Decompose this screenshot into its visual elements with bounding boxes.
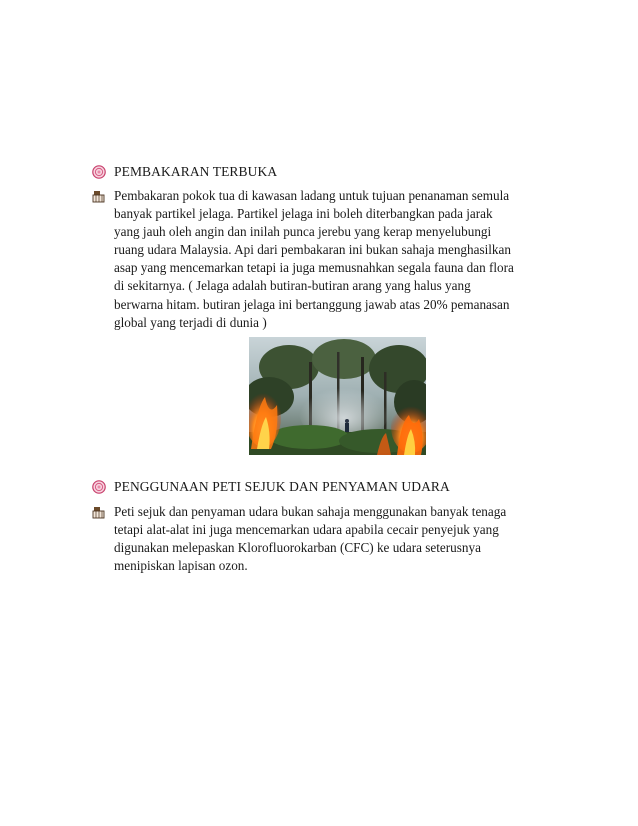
section-1-paragraph	[114, 187, 562, 332]
section-1-heading: PEMBAKARAN TERBUKA	[114, 164, 278, 179]
paragraph-line: Pembakaran pokok tua di kawasan ladang untuk tujuan penanaman semula	[114, 188, 510, 203]
hand-pointer-icon	[92, 190, 106, 204]
paragraph-line: digunakan melepaskan Klorofluorokarban (CFC) ke udara seterusnya	[114, 540, 481, 556]
paragraph-line: menipiskan lapisan ozon.	[114, 558, 248, 574]
paragraph-line: asap yang mencemarkan tetapi ia juga memusnahkan segala fauna dan flora	[114, 260, 514, 276]
section-2-paragraph-row	[92, 503, 562, 583]
forest-fire-illustration	[249, 337, 426, 455]
paragraph-line: yang jauh oleh angin dan inilah punca jerebu yang kerap menyelubungi	[114, 224, 492, 240]
section-1-heading-row	[92, 163, 562, 181]
section-2-heading: PENGGUNAAN PETI SEJUK DAN PENYAMAN UDARA	[114, 479, 450, 494]
section-2-paragraph	[114, 503, 562, 575]
paragraph-line: di sekitarnya. ( Jelaga adalah butiran-butiran arang yang halus yang	[114, 278, 471, 294]
paragraph-line: global yang terjadi di dunia )	[114, 314, 267, 330]
section-2-heading-row	[92, 478, 562, 496]
pink-flower-icon	[92, 165, 106, 179]
hand-pointer-icon	[92, 506, 106, 520]
paragraph-line: banyak partikel jelaga. Partikel jelaga ini boleh diterbangkan pada jarak	[114, 206, 493, 222]
paragraph-line: berwarna hitam. butiran jelaga ini bertanggung jawab atas 20% pemanasan	[114, 296, 510, 312]
paragraph-line: Peti sejuk dan penyaman udara bukan sahaja menggunakan banyak tenaga	[114, 504, 507, 519]
paragraph-line: ruang udara Malaysia. Api dari pembakaran ini bukan sahaja menghasilkan	[114, 242, 511, 258]
section-1-paragraph-row	[92, 187, 562, 337]
forest-fire-photo	[249, 337, 426, 455]
paragraph-line: tetapi alat-alat ini juga mencemarkan udara apabila cecair penyejuk yang	[114, 522, 499, 538]
pink-flower-icon	[92, 480, 106, 494]
